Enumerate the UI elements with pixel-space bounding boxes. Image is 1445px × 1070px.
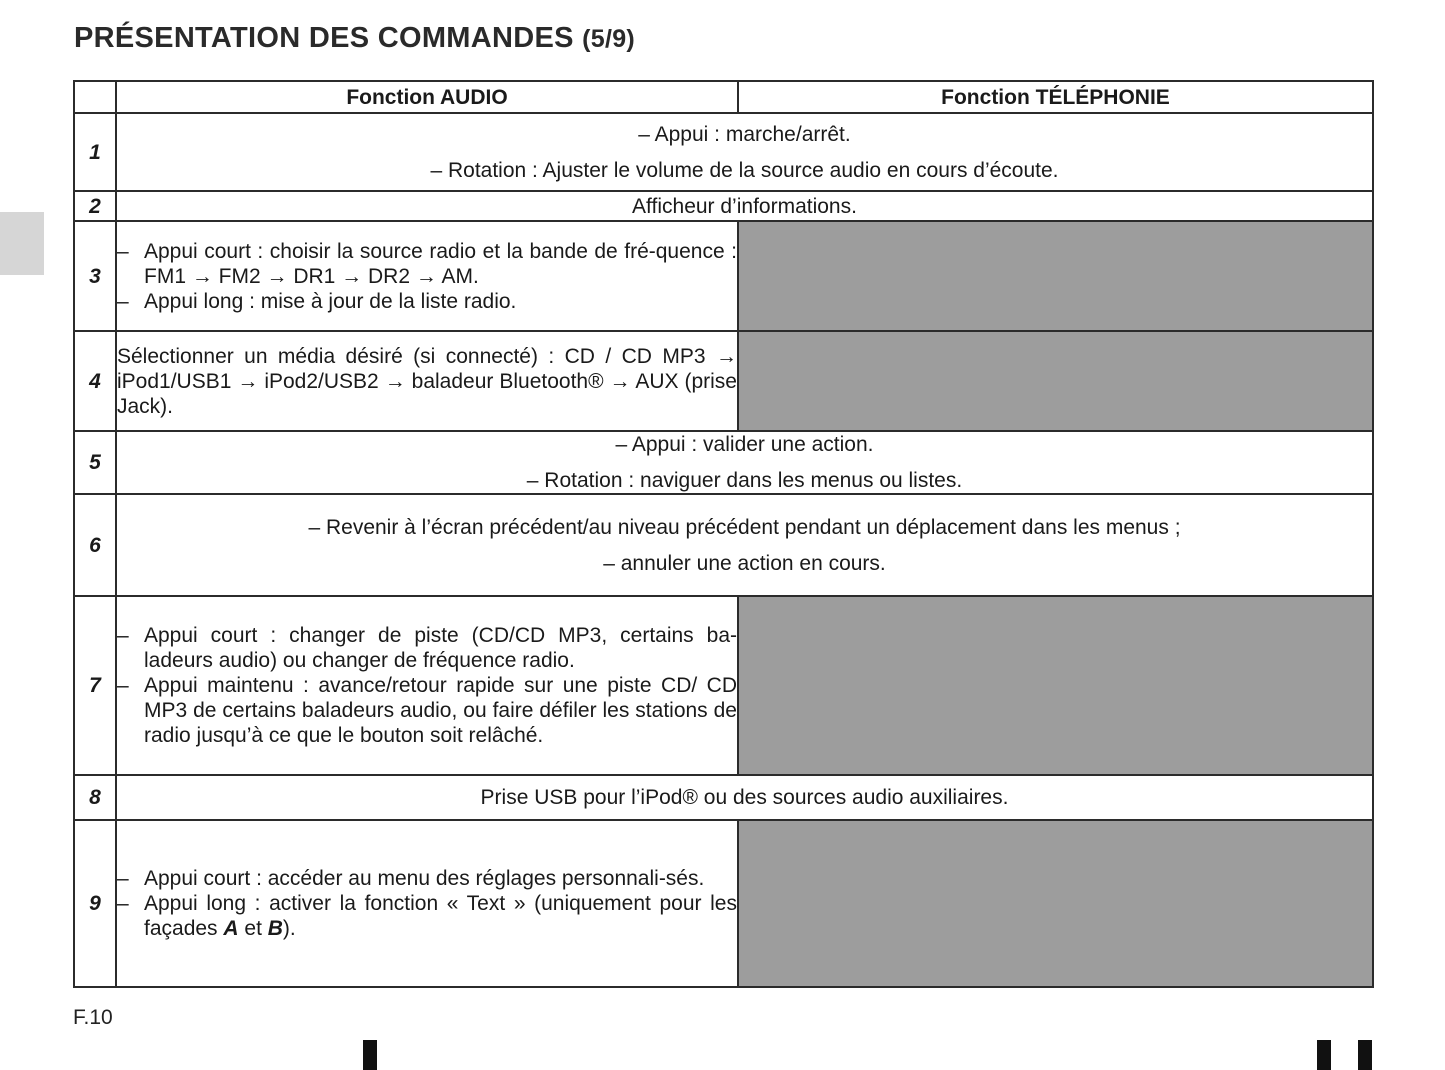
table-row — [74, 113, 1373, 191]
table-row — [74, 191, 1373, 221]
telephony-function-cell-empty — [738, 820, 1373, 987]
row-description: Prise USB pour l’iPod® ou des sources audio auxiliaires. — [116, 775, 1373, 820]
description-line: – Appui : marche/arrêt. — [638, 122, 851, 146]
row-description: Afficheur d’informations. — [116, 191, 1373, 221]
table-row — [74, 775, 1373, 820]
page-title-suffix: (5/9) — [582, 25, 636, 53]
row-description — [116, 431, 1373, 494]
audio-item: – Appui court : changer de piste (CD/CD MP3, certains ba-ladeurs audio) ou changer de fréquence radio. — [117, 623, 737, 673]
print-mark — [1358, 1040, 1372, 1070]
description-line: – annuler une action en cours. — [603, 551, 886, 575]
description-line: – Rotation : Ajuster le volume de la source audio en cours d’écoute. — [430, 158, 1059, 182]
telephony-function-cell-empty — [738, 331, 1373, 431]
audio-function-cell — [116, 596, 738, 775]
table-row — [74, 494, 1373, 596]
audio-item: – Appui maintenu : avance/retour rapide sur une piste CD/ CD MP3 de certains baladeurs audio, ou faire défiler les stations de radio jusqu’à ce que le bouton soit relâché. — [117, 673, 737, 748]
header-number — [74, 81, 116, 113]
audio-function-cell — [116, 820, 738, 987]
audio-item: – Appui court : accéder au menu des réglages personnali-sés. — [117, 866, 737, 891]
page-reference: F.10 — [73, 1006, 113, 1029]
row-number: 7 — [74, 596, 116, 775]
row-number: 1 — [74, 113, 116, 191]
page-title-text: PRÉSENTATION DES COMMANDES — [74, 22, 574, 54]
controls-table — [73, 80, 1374, 988]
page-title — [74, 22, 635, 55]
row-number: 8 — [74, 775, 116, 820]
audio-function-cell — [116, 221, 738, 331]
header-audio: Fonction AUDIO — [116, 81, 738, 113]
table-row — [74, 221, 1373, 331]
telephony-function-cell-empty — [738, 221, 1373, 331]
description-line: – Revenir à l’écran précédent/au niveau précédent pendant un déplacement dans les menus ; — [308, 515, 1181, 539]
row-description — [116, 494, 1373, 596]
description-line: – Rotation : naviguer dans les menus ou listes. — [526, 469, 963, 492]
section-side-tab — [0, 212, 44, 275]
table-row — [74, 820, 1373, 987]
row-number: 2 — [74, 191, 116, 221]
row-description — [116, 113, 1373, 191]
audio-item: – Appui long : mise à jour de la liste radio. — [117, 289, 737, 314]
table-row — [74, 596, 1373, 775]
header-telephony: Fonction TÉLÉPHONIE — [738, 81, 1373, 113]
row-number: 5 — [74, 431, 116, 494]
table-row — [74, 431, 1373, 494]
audio-text: Sélectionner un média désiré (si connecté) : CD / CD MP3 → iPod1/USB1 → iPod2/USB2 → baladeur Bluetooth® → AUX (prise Jack). — [117, 344, 737, 418]
audio-item: – Appui long : activer la fonction « Text » (uniquement pour les façades A et B). — [117, 891, 737, 941]
row-number: 4 — [74, 331, 116, 431]
audio-function-cell — [116, 331, 738, 431]
audio-item: – Appui court : choisir la source radio et la bande de fré-quence : FM1 → FM2 → DR1 → DR2 → AM. — [117, 239, 737, 289]
row-number: 3 — [74, 221, 116, 331]
row-number: 9 — [74, 820, 116, 987]
print-mark — [363, 1040, 377, 1070]
table-header-row — [74, 81, 1373, 113]
description-line: – Appui : valider une action. — [615, 433, 874, 456]
print-mark — [1317, 1040, 1331, 1070]
row-number: 6 — [74, 494, 116, 596]
telephony-function-cell-empty — [738, 596, 1373, 775]
table-row — [74, 331, 1373, 431]
